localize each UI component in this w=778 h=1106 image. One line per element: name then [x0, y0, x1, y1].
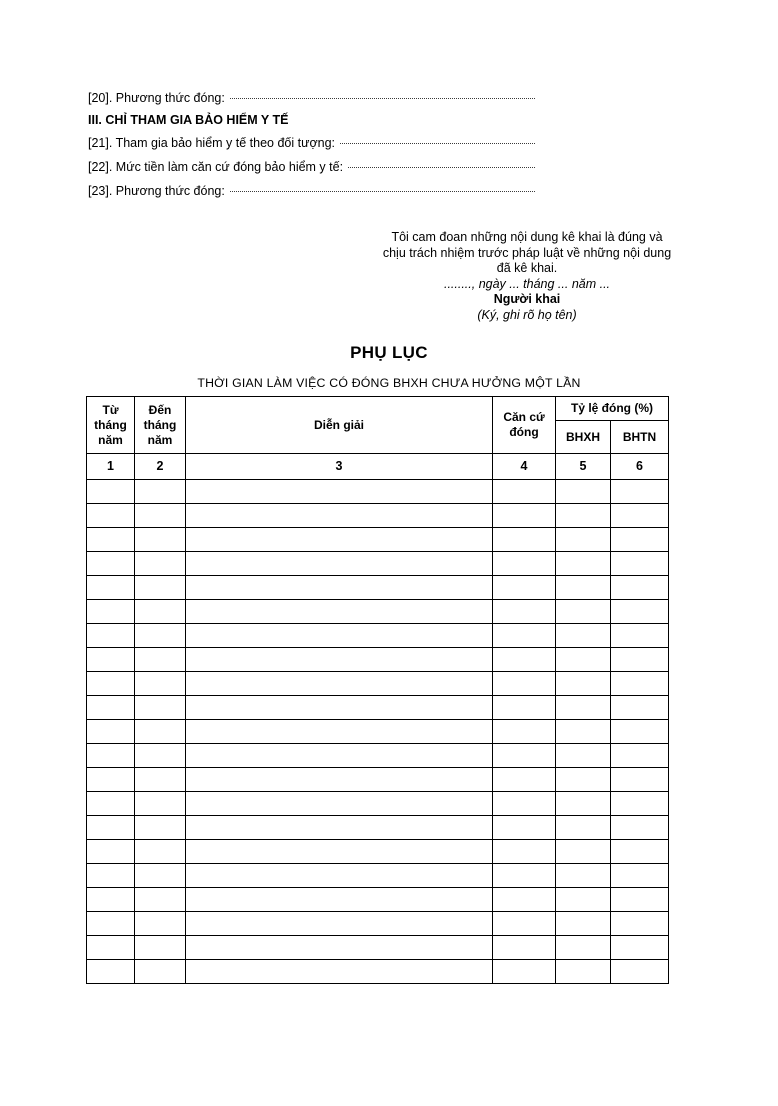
table-cell: [87, 576, 135, 600]
col-number: 1: [87, 454, 135, 480]
field-label-22: [22]. Mức tiền làm căn cứ đóng bảo hiểm y tế:: [88, 160, 344, 174]
col-header-description: Diễn giải: [186, 397, 493, 454]
table-cell: [556, 744, 611, 768]
table-cell: [135, 624, 186, 648]
table-cell: [186, 480, 493, 504]
col-header-to-month: Đến tháng năm: [135, 397, 186, 454]
col-number: 2: [135, 454, 186, 480]
signer-title: Người khai: [493, 292, 561, 306]
table-cell: [556, 576, 611, 600]
appendix-table-body: [87, 480, 669, 984]
table-cell: [186, 744, 493, 768]
table-cell: [87, 768, 135, 792]
table-cell: [186, 576, 493, 600]
table-cell: [493, 624, 556, 648]
table-cell: [135, 888, 186, 912]
table-cell: [186, 648, 493, 672]
table-cell: [493, 840, 556, 864]
field-line-20: [88, 90, 535, 106]
table-cell: [611, 960, 669, 984]
table-cell: [186, 960, 493, 984]
table-cell: [87, 528, 135, 552]
table-cell: [87, 552, 135, 576]
table-row: [87, 720, 669, 744]
field-label-23: [23]. Phương thức đóng:: [88, 184, 225, 198]
table-cell: [556, 768, 611, 792]
table-cell: [611, 672, 669, 696]
appendix-title: PHỤ LỤC: [350, 343, 428, 362]
table-cell: [611, 696, 669, 720]
table-cell: [493, 936, 556, 960]
table-row: [87, 624, 669, 648]
table-cell: [556, 792, 611, 816]
table-cell: [87, 600, 135, 624]
declaration-line: Tôi cam đoan những nội dung kê khai là đúng và: [391, 230, 663, 244]
table-row: [87, 504, 669, 528]
table-row: [87, 600, 669, 624]
table-cell: [135, 960, 186, 984]
declaration-line: đã kê khai.: [496, 261, 558, 275]
col-header-basis: Căn cứ đóng: [493, 397, 556, 454]
table-cell: [611, 528, 669, 552]
table-cell: [135, 816, 186, 840]
table-cell: [186, 720, 493, 744]
table-cell: [611, 552, 669, 576]
table-cell: [87, 624, 135, 648]
table-row: [87, 768, 669, 792]
table-row: [87, 936, 669, 960]
col-header-rate-group: Tỷ lệ đóng (%): [556, 397, 669, 421]
table-row: [87, 960, 669, 984]
table-cell: [135, 480, 186, 504]
table-row: [87, 696, 669, 720]
table-cell: [135, 576, 186, 600]
section-heading-3: III. CHỈ THAM GIA BẢO HIỂM Y TẾ: [88, 113, 289, 127]
table-cell: [556, 600, 611, 624]
table-row: [87, 672, 669, 696]
table-cell: [493, 720, 556, 744]
table-row: [87, 888, 669, 912]
table-cell: [186, 696, 493, 720]
table-cell: [611, 912, 669, 936]
field-label-20: [20]. Phương thức đóng:: [88, 91, 225, 105]
table-cell: [611, 720, 669, 744]
table-row: [87, 864, 669, 888]
table-cell: [186, 504, 493, 528]
table-cell: [493, 792, 556, 816]
table-row: [87, 744, 669, 768]
table-cell: [493, 528, 556, 552]
table-cell: [135, 744, 186, 768]
table-cell: [87, 936, 135, 960]
table-cell: [135, 840, 186, 864]
table-cell: [611, 864, 669, 888]
table-cell: [186, 768, 493, 792]
table-row: [87, 840, 669, 864]
table-cell: [493, 480, 556, 504]
table-cell: [186, 816, 493, 840]
table-cell: [135, 696, 186, 720]
table-cell: [556, 624, 611, 648]
field-line-21: [88, 135, 535, 151]
table-cell: [135, 672, 186, 696]
table-cell: [611, 648, 669, 672]
table-cell: [493, 816, 556, 840]
table-row: [87, 528, 669, 552]
table-cell: [611, 792, 669, 816]
table-row: [87, 792, 669, 816]
table-cell: [493, 864, 556, 888]
table-cell: [493, 648, 556, 672]
table-cell: [493, 600, 556, 624]
field-line-23: [88, 183, 535, 199]
table-cell: [87, 792, 135, 816]
table-cell: [493, 912, 556, 936]
table-cell: [135, 552, 186, 576]
table-row: [87, 912, 669, 936]
table-cell: [186, 624, 493, 648]
table-cell: [556, 528, 611, 552]
table-cell: [186, 600, 493, 624]
table-cell: [186, 888, 493, 912]
table-cell: [556, 696, 611, 720]
table-cell: [493, 552, 556, 576]
table-cell: [87, 912, 135, 936]
declaration-line: chịu trách nhiệm trước pháp luật về những nội dung: [382, 245, 672, 260]
table-row: [87, 816, 669, 840]
table-cell: [186, 840, 493, 864]
table-cell: [135, 600, 186, 624]
table-cell: [556, 936, 611, 960]
table-cell: [493, 696, 556, 720]
table-cell: [493, 744, 556, 768]
table-cell: [135, 720, 186, 744]
appendix-subtitle: THỜI GIAN LÀM VIỆC CÓ ĐÓNG BHXH CHƯA HƯỞNG MỘT LẦN: [197, 376, 581, 390]
table-cell: [135, 528, 186, 552]
table-cell: [556, 864, 611, 888]
table-cell: [186, 792, 493, 816]
col-number: 3: [186, 454, 493, 480]
table-cell: [556, 672, 611, 696]
col-header-from-month: Từ tháng năm: [87, 397, 135, 454]
table-cell: [135, 768, 186, 792]
table-cell: [556, 720, 611, 744]
table-cell: [87, 720, 135, 744]
table-cell: [611, 936, 669, 960]
table-row: [87, 480, 669, 504]
table-cell: [611, 480, 669, 504]
table-cell: [611, 624, 669, 648]
table-cell: [611, 768, 669, 792]
table-cell: [87, 840, 135, 864]
table-cell: [611, 816, 669, 840]
table-cell: [87, 816, 135, 840]
table-cell: [186, 672, 493, 696]
table-cell: [87, 480, 135, 504]
table-cell: [493, 960, 556, 984]
table-cell: [611, 504, 669, 528]
table-cell: [186, 528, 493, 552]
table-cell: [556, 552, 611, 576]
table-cell: [87, 960, 135, 984]
dotted-leader: [348, 167, 535, 168]
table-cell: [493, 768, 556, 792]
table-cell: [135, 912, 186, 936]
table-cell: [556, 816, 611, 840]
dotted-leader: [340, 143, 535, 144]
table-cell: [556, 648, 611, 672]
table-cell: [87, 864, 135, 888]
table-cell: [135, 504, 186, 528]
table-row: [87, 576, 669, 600]
table-cell: [556, 912, 611, 936]
field-line-22: [88, 159, 535, 175]
table-cell: [135, 792, 186, 816]
table-cell: [556, 960, 611, 984]
table-cell: [556, 888, 611, 912]
table-cell: [87, 888, 135, 912]
table-cell: [135, 936, 186, 960]
table-cell: [186, 936, 493, 960]
table-row: [87, 552, 669, 576]
dotted-leader: [230, 98, 535, 99]
col-number: 6: [611, 454, 669, 480]
col-number: 5: [556, 454, 611, 480]
table-cell: [493, 576, 556, 600]
table-cell: [611, 576, 669, 600]
table-cell: [87, 696, 135, 720]
declaration-block: [352, 230, 702, 323]
table-cell: [556, 504, 611, 528]
table-cell: [87, 648, 135, 672]
appendix-table: [86, 396, 669, 984]
table-cell: [87, 744, 135, 768]
table-cell: [186, 912, 493, 936]
sign-note: (Ký, ghi rõ họ tên): [477, 307, 577, 322]
table-cell: [135, 864, 186, 888]
table-cell: [611, 600, 669, 624]
table-cell: [135, 648, 186, 672]
table-cell: [493, 672, 556, 696]
table-cell: [611, 744, 669, 768]
date-line: ........, ngày ... tháng ... năm ...: [443, 276, 611, 291]
table-cell: [493, 888, 556, 912]
col-number: 4: [493, 454, 556, 480]
table-cell: [556, 840, 611, 864]
table-cell: [186, 864, 493, 888]
dotted-leader: [230, 191, 535, 192]
table-cell: [556, 480, 611, 504]
table-cell: [493, 504, 556, 528]
table-cell: [186, 552, 493, 576]
field-label-21: [21]. Tham gia bảo hiểm y tế theo đối tượng:: [88, 136, 336, 150]
table-cell: [87, 672, 135, 696]
col-header-bhxh: BHXH: [556, 421, 611, 454]
col-header-bhtn: BHTN: [611, 421, 669, 454]
table-cell: [611, 888, 669, 912]
table-row: [87, 648, 669, 672]
table-cell: [611, 840, 669, 864]
table-cell: [87, 504, 135, 528]
